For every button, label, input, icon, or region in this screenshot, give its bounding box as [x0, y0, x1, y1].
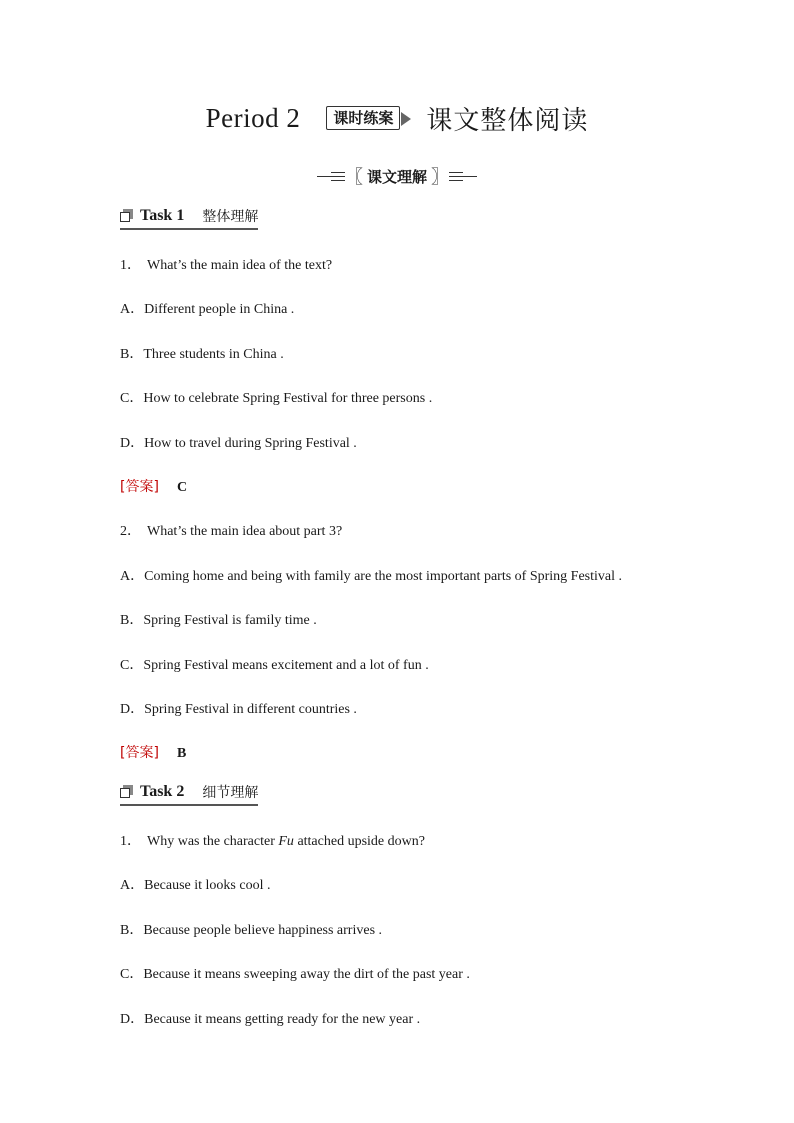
- task1-header: [120, 206, 258, 230]
- page-title: [0, 98, 794, 138]
- option-b: B．Three students in China .: [120, 347, 284, 362]
- task1-q1: [120, 254, 332, 274]
- answer-tag: [答案]: [120, 745, 159, 761]
- document-icon: [120, 785, 134, 799]
- task1-title: 整体理解: [202, 209, 259, 225]
- section-right-lines: [449, 172, 477, 181]
- section-left-lines: [317, 172, 345, 181]
- option-c: C．How to celebrate Spring Festival for three persons .: [120, 391, 433, 406]
- option-c: C．Because it means sweeping away the dirt of the past year .: [120, 967, 470, 982]
- answer-value: C: [176, 480, 188, 495]
- question-text-after: attached upside down?: [293, 834, 425, 849]
- question-number: 2．: [120, 524, 141, 539]
- option-a: A．Different people in China .: [120, 302, 295, 317]
- option-b: B．Because people believe happiness arrives .: [120, 923, 383, 938]
- question-text: What’s the main idea of the text?: [147, 258, 333, 273]
- section-header: [0, 163, 794, 189]
- task2-q1: [120, 830, 425, 850]
- question-text: What’s the main idea about part 3?: [147, 524, 343, 539]
- lesson-title: 课文整体阅读: [426, 105, 589, 136]
- task1-label: Task 1: [140, 207, 185, 224]
- question-text-before: Why was the character: [147, 834, 279, 849]
- task1-q2: [120, 520, 342, 540]
- task2-title: 细节理解: [202, 785, 259, 801]
- option-b: B．Spring Festival is family time .: [120, 613, 317, 628]
- answer-value: B: [176, 746, 187, 761]
- document-icon: [120, 209, 134, 223]
- task2-label: Task 2: [140, 783, 185, 800]
- option-c: C．Spring Festival means excitement and a lot of fun .: [120, 658, 429, 673]
- right-bracket-icon: 〗: [431, 167, 449, 188]
- option-d: D．Spring Festival in different countries .: [120, 702, 357, 717]
- question-text-italic: Fu: [278, 834, 294, 849]
- question-number: 1．: [120, 258, 141, 273]
- answer-tag: [答案]: [120, 479, 159, 495]
- option-a: A．Because it looks cool .: [120, 878, 271, 893]
- section-label: 课文理解: [366, 167, 427, 186]
- option-a: A．Coming home and being with family are the most important parts of Spring Festival .: [120, 569, 622, 584]
- period-label: Period 2: [205, 102, 301, 133]
- question-number: 1．: [120, 834, 141, 849]
- left-bracket-icon: 〖: [344, 167, 363, 188]
- option-d: D．Because it means getting ready for the new year .: [120, 1012, 421, 1027]
- task2-header: [120, 782, 258, 806]
- answer-line: [120, 476, 187, 496]
- lesson-badge: 课时练案: [326, 106, 400, 130]
- option-d: D．How to travel during Spring Festival .: [120, 436, 357, 451]
- answer-line: [120, 742, 186, 762]
